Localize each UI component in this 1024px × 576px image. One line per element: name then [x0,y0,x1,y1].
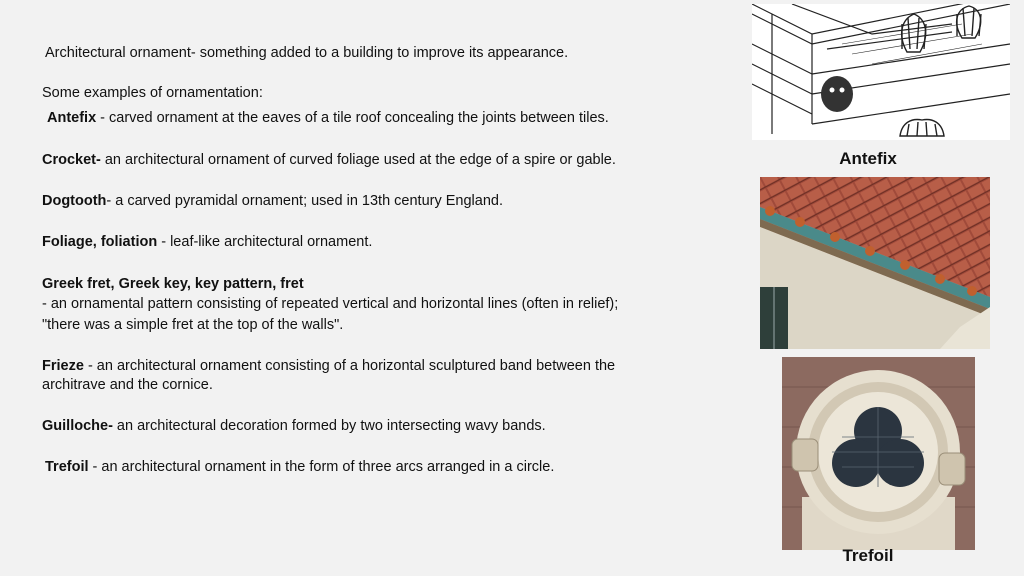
term-label: Greek fret, Greek key, key pattern, fret [42,276,304,292]
term-trefoil [45,457,554,477]
antefix-drawing [752,4,1010,140]
term-label: Frieze [42,358,84,374]
examples-heading: Some examples of ornamentation: [42,85,263,101]
term-definition: - leaf-like architectural ornament. [157,234,373,250]
term-definition: an architectural decoration formed by two intersecting wavy bands. [112,418,546,434]
term-definition: - carved ornament at the eaves of a tile roof concealing the joints between tiles. [96,110,609,126]
term-label: Trefoil [45,459,89,475]
term-definition: - an architectural ornament consisting of a horizontal sculptured band between the [83,358,616,374]
term-label: Antefix [47,110,97,126]
caption-trefoil: Trefoil [842,546,894,565]
term-label: Guilloche- [42,418,113,434]
term-foliage [42,232,372,252]
term-fret-definition-2: "there was a simple fret at the top of the walls". [42,317,344,333]
term-dogtooth [42,191,503,211]
trefoil-window-photo [782,357,975,550]
term-crocket [42,150,616,170]
intro-text: Architectural ornament- something added to a building to improve its appearance. [45,45,569,61]
term-label: Crocket- [42,152,101,168]
term-fret [42,274,304,294]
term-definition: - a carved pyramidal ornament; used in 13th century England. [106,193,503,209]
term-frieze-definition-2: architrave and the cornice. [42,377,213,393]
term-label: Dogtooth [42,193,107,209]
roof-tile-photo [760,177,990,349]
term-frieze [42,356,615,376]
term-label: Foliage, foliation [42,234,158,250]
term-antefix [47,108,609,128]
caption-antefix: Antefix [839,149,897,168]
term-definition: - an architectural ornament in the form of three arcs arranged in a circle. [88,459,555,475]
term-definition: an architectural ornament of curved foliage used at the edge of a spire or gable. [100,152,616,168]
term-fret-definition-1: - an ornamental pattern consisting of repeated vertical and horizontal lines (often in relief); [42,296,619,312]
term-guilloche [42,416,546,436]
